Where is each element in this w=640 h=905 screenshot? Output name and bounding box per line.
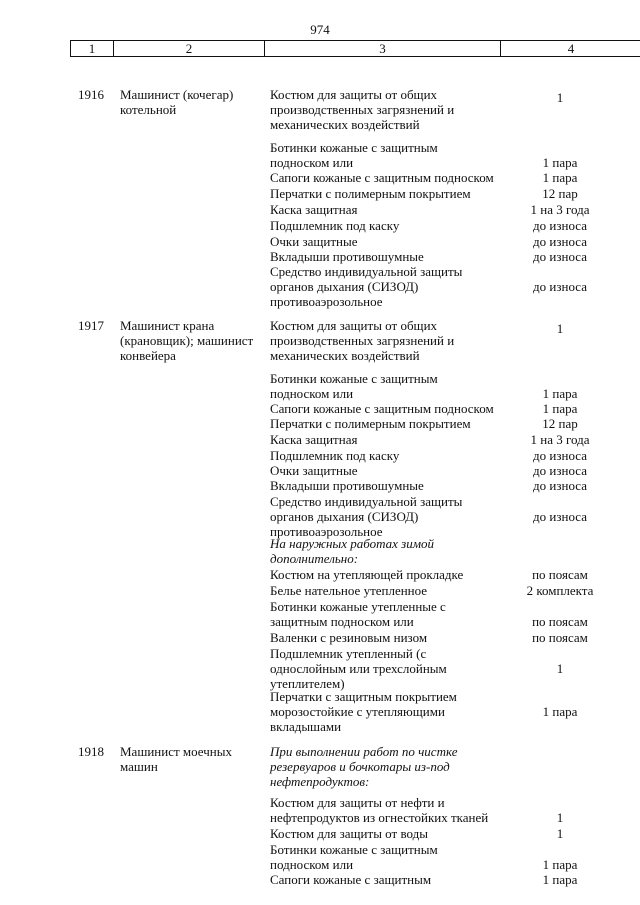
section-note-line: При выполнении работ по чистке: [270, 744, 458, 759]
table-header: [70, 40, 640, 57]
ppe-quantity: по поясам: [532, 614, 588, 630]
ppe-quantity: 1 пара: [542, 872, 578, 887]
ppe-quantity: до износа: [533, 218, 587, 233]
ppe-quantity: 1: [556, 661, 564, 677]
ppe-quantity: 1: [556, 321, 564, 336]
ppe-quantity: до износа: [533, 478, 587, 493]
ppe-item-line: Костюм на утепляющей прокладке: [270, 567, 464, 582]
ppe-quantity: до износа: [533, 279, 587, 295]
ppe-item-line: производственных загрязнений и: [270, 102, 455, 118]
ppe-item-line: Перчатки с полимерным покрытием: [270, 186, 471, 201]
ppe-item-line: противоаэрозольное: [270, 524, 383, 540]
ppe-quantity: до износа: [533, 448, 587, 463]
ppe-item-line: утеплителем): [270, 676, 345, 692]
ppe-quantity: 1 на 3 года: [530, 202, 590, 217]
ppe-item-line: органов дыхания (СИЗОД): [270, 509, 419, 525]
ppe-item-line: Средство индивидуальной защиты: [270, 494, 463, 509]
ppe-item-line: Сапоги кожаные с защитным: [270, 872, 432, 887]
header-col-3: 3: [379, 41, 386, 56]
profession-name-line: Машинист крана: [120, 318, 215, 333]
ppe-item-line: Каска защитная: [270, 202, 358, 217]
ppe-quantity: 1 пара: [542, 170, 578, 185]
ppe-quantity: 1: [556, 810, 564, 826]
ppe-item-line: Подшлемник утепленный (с: [270, 646, 427, 661]
ppe-quantity: 1 пара: [542, 386, 578, 402]
ppe-item-line: Подшлемник под каску: [270, 448, 400, 463]
page-number: 974: [310, 22, 330, 37]
ppe-quantity: 1 пара: [542, 401, 578, 416]
ppe-item-line: Очки защитные: [270, 234, 358, 249]
ppe-item-line: Средство индивидуальной защиты: [270, 264, 463, 279]
header-col-1: 1: [88, 41, 96, 56]
ppe-item-line: Вкладыши противошумные: [270, 478, 424, 493]
entry-number: 1918: [78, 744, 104, 759]
ppe-quantity: 1 пара: [542, 857, 578, 873]
ppe-quantity: 1 пара: [542, 704, 578, 720]
ppe-item-line: Ботинки кожаные утепленные с: [270, 599, 446, 614]
ppe-item-line: нефтепродуктов из огнестойких тканей: [270, 810, 489, 826]
ppe-item-line: вкладышами: [270, 719, 342, 735]
ppe-item-line: Сапоги кожаные с защитным подноском: [270, 401, 494, 416]
header-col-4: 4: [567, 41, 575, 56]
ppe-item-line: механических воздействий: [270, 117, 420, 133]
ppe-quantity: 1: [556, 826, 564, 841]
ppe-item-line: Очки защитные: [270, 463, 358, 478]
ppe-quantity: 1: [556, 90, 564, 105]
profession-name-line: Машинист (кочегар): [120, 87, 234, 102]
ppe-quantity: по поясам: [532, 567, 588, 582]
ppe-item-line: морозостойкие с утепляющими: [270, 704, 445, 720]
ppe-item-line: производственных загрязнений и: [270, 333, 455, 349]
ppe-quantity: 12 пар: [542, 416, 578, 431]
ppe-item-line: Белье нательное утепленное: [270, 583, 428, 598]
ppe-item-line: Перчатки с полимерным покрытием: [270, 416, 471, 431]
ppe-quantity: 1 на 3 года: [530, 432, 590, 447]
profession-name-line: котельной: [120, 102, 177, 118]
entry-number: 1916: [78, 87, 104, 102]
ppe-item-line: Костюм для защиты от нефти и: [270, 795, 445, 810]
ppe-quantity: до износа: [533, 249, 587, 264]
profession-name-line: Машинист моечных: [120, 744, 232, 759]
ppe-quantity: 1 пара: [542, 155, 578, 171]
ppe-quantity: 12 пар: [542, 186, 578, 201]
ppe-item-line: Перчатки с защитным покрытием: [270, 689, 457, 704]
section-note-line: нефтепродуктов:: [270, 774, 370, 790]
ppe-item-line: подноском или: [270, 857, 354, 873]
ppe-item-line: Валенки с резиновым низом: [270, 630, 428, 645]
profession-name-line: конвейера: [120, 348, 176, 364]
ppe-item-line: Подшлемник под каску: [270, 218, 400, 233]
ppe-item-line: Сапоги кожаные с защитным подноском: [270, 170, 494, 185]
profession-name-line: (крановщик); машинист: [120, 333, 254, 349]
ppe-item-line: Вкладыши противошумные: [270, 249, 424, 264]
ppe-item-line: органов дыхания (СИЗОД): [270, 279, 419, 295]
ppe-item-line: однослойным или трехслойным: [270, 661, 447, 677]
ppe-item-line: подноском или: [270, 386, 354, 402]
ppe-item-line: Каска защитная: [270, 432, 358, 447]
ppe-quantity: до износа: [533, 463, 587, 478]
ppe-item-line: механических воздействий: [270, 348, 420, 364]
ppe-item-line: Ботинки кожаные с защитным: [270, 842, 438, 857]
ppe-item-line: Костюм для защиты от воды: [270, 826, 428, 841]
ppe-item-line: защитным подноском или: [270, 614, 414, 630]
ppe-quantity: до износа: [533, 234, 587, 249]
profession-name-line: машин: [120, 759, 158, 775]
ppe-item-line: противоаэрозольное: [270, 294, 383, 310]
ppe-item-line: подноском или: [270, 155, 354, 171]
ppe-item-line: Ботинки кожаные с защитным: [270, 371, 438, 386]
ppe-quantity: до износа: [533, 509, 587, 525]
ppe-quantity: 2 комплекта: [526, 583, 594, 598]
header-col-2: 2: [185, 41, 193, 56]
entry-number: 1917: [78, 318, 104, 333]
ppe-item-line: Костюм для защиты от общих: [270, 318, 438, 333]
ppe-quantity: по поясам: [532, 630, 588, 645]
ppe-item-line: Костюм для защиты от общих: [270, 87, 438, 102]
ppe-item-line: Ботинки кожаные с защитным: [270, 140, 438, 155]
section-note-line: дополнительно:: [270, 551, 359, 567]
section-note-line: На наружных работах зимой: [270, 536, 435, 551]
section-note-line: резервуаров и бочкотары из-под: [270, 759, 450, 775]
